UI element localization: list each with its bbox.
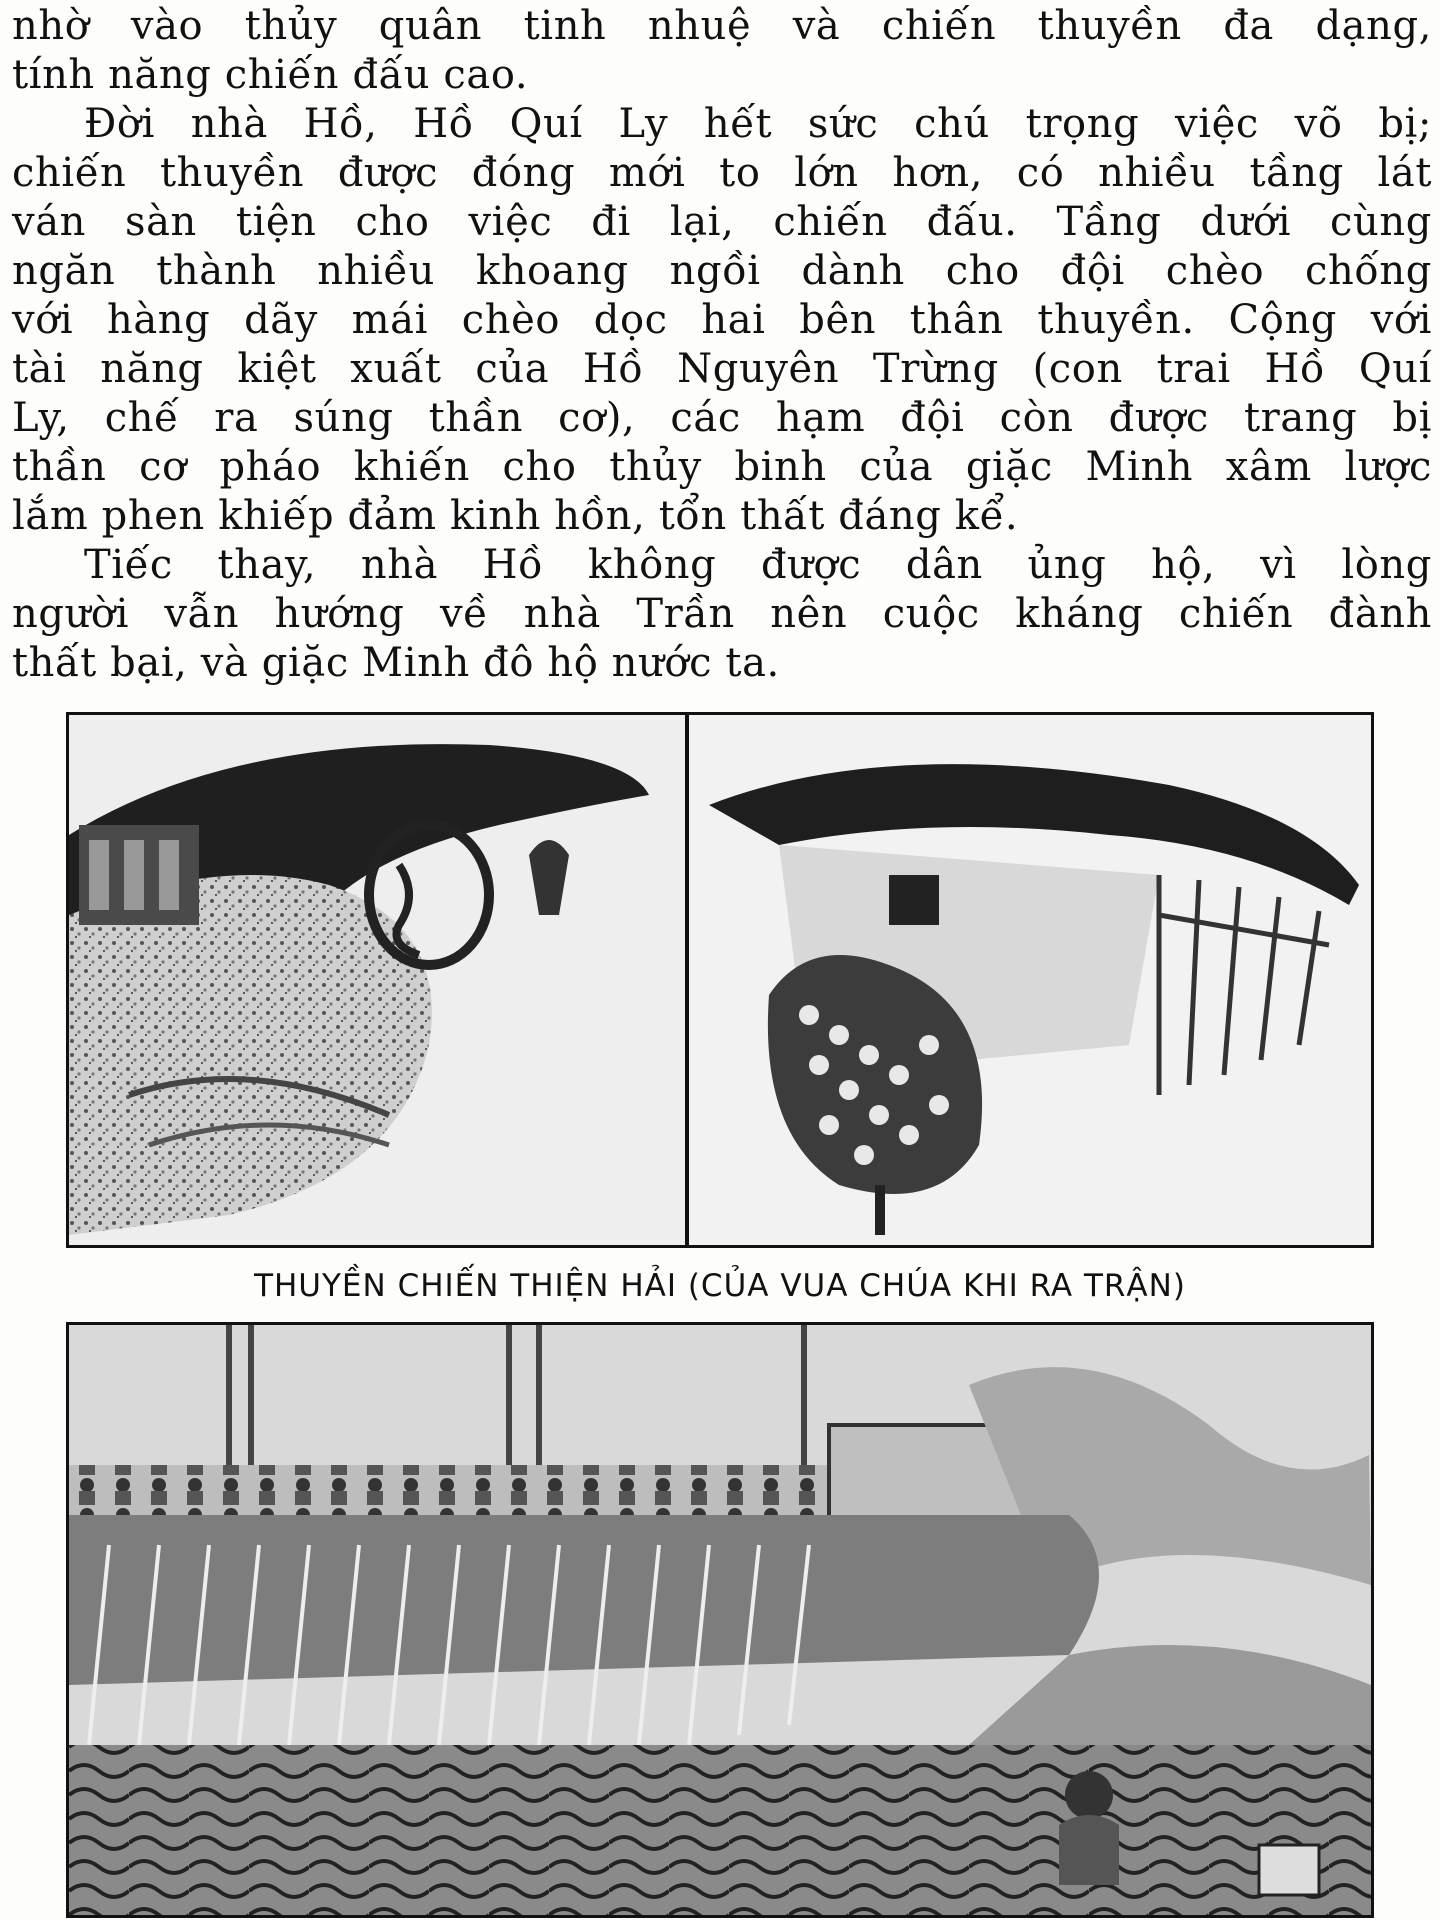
paragraph-2 bbox=[12, 100, 1432, 541]
text-line: lắm phen khiếp đảm kinh hồn, tổn thất đáng kể. bbox=[12, 493, 1019, 539]
text-line: ngăn thành nhiều khoang ngồi dành cho đội chèo chống bbox=[12, 248, 1432, 294]
photo-boat-prow-left bbox=[66, 712, 688, 1248]
paragraph-3 bbox=[12, 541, 1432, 688]
text-line: Đời nhà Hồ, Hồ Quí Ly hết sức chú trọng việc võ bị; bbox=[84, 101, 1432, 147]
text-line: tính năng chiến đấu cao. bbox=[12, 52, 529, 98]
text-line: chiến thuyền được đóng mới to lớn hơn, có nhiều tầng lát bbox=[12, 150, 1432, 196]
photo-war-galley bbox=[66, 1322, 1374, 1918]
photo-boat-prow-right bbox=[686, 712, 1374, 1248]
body-text bbox=[12, 2, 1432, 688]
figure-caption: THUYỀN CHIẾN THIỆN HẢI (CỦA VUA CHÚA KHI RA TRẬN) bbox=[254, 1268, 1186, 1304]
text-line: người vẫn hướng về nhà Trần nên cuộc kháng chiến đành bbox=[12, 591, 1432, 637]
text-line: với hàng dãy mái chèo dọc hai bên thân thuyền. Cộng với bbox=[12, 297, 1432, 343]
text-line: thần cơ pháo khiến cho thủy binh của giặc Minh xâm lược bbox=[12, 444, 1432, 490]
text-line: ván sàn tiện cho việc đi lại, chiến đấu. Tầng dưới cùng bbox=[12, 199, 1432, 245]
text-line: Ly, chế ra súng thần cơ), các hạm đội còn được trang bị bbox=[12, 395, 1432, 441]
text-line: nhờ vào thủy quân tinh nhuệ và chiến thuyền đa dạng, bbox=[12, 3, 1432, 49]
paragraph-1 bbox=[12, 2, 1432, 100]
text-line: thất bại, và giặc Minh đô hộ nước ta. bbox=[12, 640, 780, 686]
text-line: Tiếc thay, nhà Hồ không được dân ủng hộ, vì lòng bbox=[84, 542, 1432, 588]
text-line: tài năng kiệt xuất của Hồ Nguyên Trừng (con trai Hồ Quí bbox=[12, 346, 1432, 392]
